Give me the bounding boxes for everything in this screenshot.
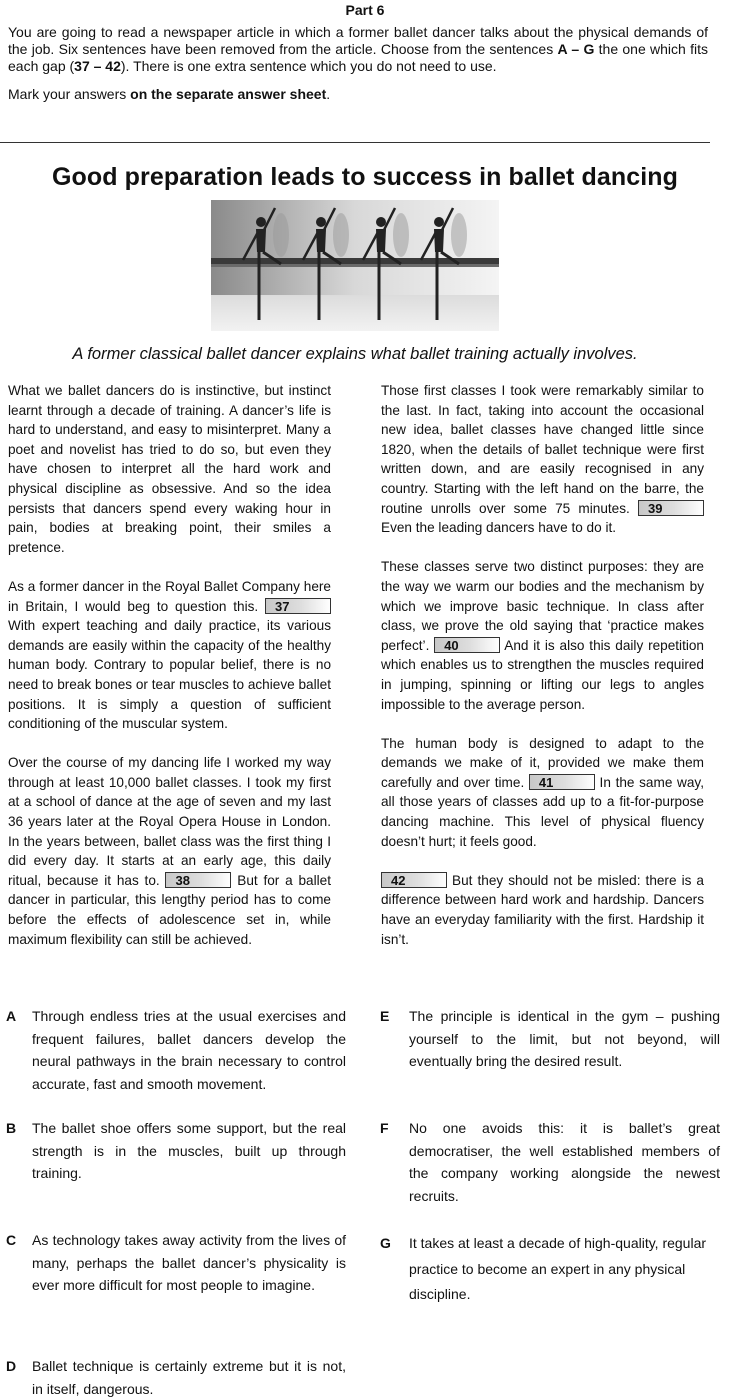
gap-box-42: 42 [381, 872, 447, 888]
article-right-column [381, 381, 704, 969]
paragraph: Those first classes I took were remarkably similar to the last. In fact, taking into account the occasional new idea, ballet classes have changed little since 1820, when the details of ballet technique were first written down, and are easily recognised in any country. Starting with the left hand on the barre, the routine unrolls over some 75 minutes. 39 Even the leading dancers have to do it. [381, 383, 704, 536]
paragraph: As a former dancer in the Royal Ballet Company here in Britain, I would beg to question this. 37 With expert teaching and daily practice, its various demands are easily within the capacity of the healthy human body. Contrary to popular belief, there is no need to break bones or tear muscles to achieve ballet positions. It is simply a question of sufficient conditioning of the muscular system. [8, 578, 331, 732]
paragraph: What we ballet dancers do is instinctive, but instinct learnt through a decade of training. A dancer’s life is hard to understand, and easy to misinterpret. Many a poet and novelist has tried to do so, but even they have chosen to interpret all the hard work and physical discipline as obsessive. And so the idea persists that dancers spend every waking hour in pain, bodies at breaking point, their smiles a pretence. [8, 383, 331, 555]
part-title: Part 6 [345, 2, 385, 18]
instructions-text: You are going to read a newspaper article in which a former ballet dancer talks about the physical demands of the job. Six sentences have been removed from the article. Choose from the sentences A – G the one which fits each gap (37 – 42). There is one extra sentence which you do not need to use. [8, 24, 709, 74]
mark-answers-note: Mark your answers on the separate answer sheet. [8, 86, 331, 102]
paragraph: 42 But they should not be misled: there is a difference between hard work and hardship. Dancers have an everyday familiarity with the first. Hardship it isn’t. [381, 872, 704, 947]
paragraph: The human body is designed to adapt to the demands we make of it, provided we make them carefully and over time. 41 In the same way, all those years of classes add up to a fit-for-purpose dancing machine. This level of physical fluency doesn’t hurt; it feels good. [381, 735, 704, 849]
paragraph: Over the course of my dancing life I worked my way through at least 10,000 ballet classes. I took my first at a school of dance at the age of seven and my last 36 years later at the Royal Opera House in London. In the years between, ballet class was the first thing I did every day. It starts at an early age, this daily ritual, because it has to. 38 But for a ballet dancer in particular, this lengthy period has to come before the effects of adolescence set in, while maximum flexibility can still be achieved. [8, 755, 331, 947]
gap-box-38: 38 [165, 872, 231, 888]
divider [0, 142, 710, 143]
paragraph: These classes serve two distinct purposes: they are the way we warm our bodies and the mechanism by which we improve basic technique. In class after class, we prove the old saying that ‘practice makes perfect’. 40 And it is also this daily repetition which enables us to strengthen the muscles required in jumping, spinning or lifting our legs to angles impossible to the average person. [381, 559, 704, 712]
instructions [8, 24, 708, 103]
gap-box-39: 39 [638, 500, 704, 516]
answer-options: A Through endless tries at the usual exercises and frequent failures, ballet dancers develop the neural pathways in the brain necessary to control accurate, fast and smooth movement. B The ballet shoe offers some support, but the real strength is in the muscles, built up through training. C As technology takes away activity from the lives of many, perhaps the ballet dancer’s physicality is ever more difficult for most people to imagine. D Ballet technique is certainly extreme but it is not, in itself, dangerous. E The principle is identical in the gym – pushing yourself to the limit, but not beyond, will eventually bring the desired result. F No one avoids this: it is ballet’s great democratiser, the well established members of the company working alongside the newest recruits. G It takes at least a decade of high-quality, regular practice to become an expert in any physical discipline. [6, 1008, 720, 1397]
ballet-dancers-photo [211, 200, 499, 331]
article-subtitle: A former classical ballet dancer explains what ballet training actually involves. [72, 345, 638, 363]
article-left-column [8, 381, 331, 969]
gap-box-40: 40 [434, 637, 500, 653]
gap-box-41: 41 [529, 774, 595, 790]
gap-box-37: 37 [265, 598, 331, 614]
article-title: Good preparation leads to success in ballet dancing [51, 163, 679, 191]
